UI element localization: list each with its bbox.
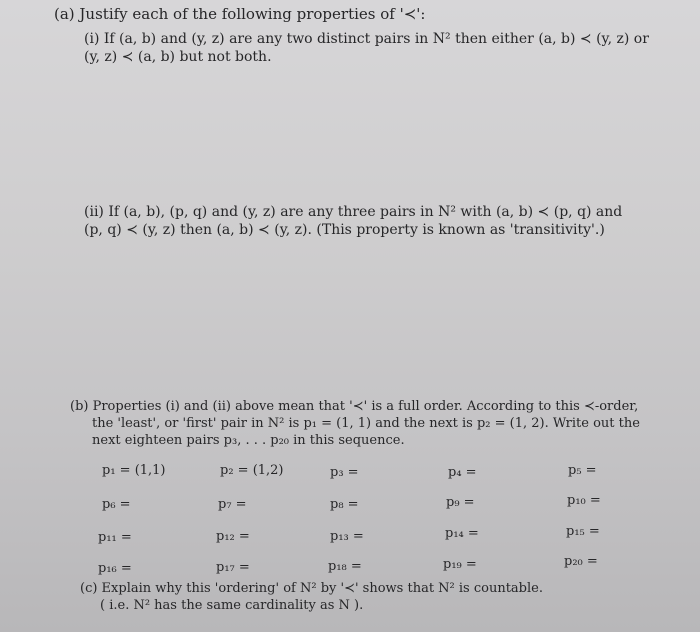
pair-p15: p₁₅ =: [566, 524, 600, 539]
pair-p6: p₆ =: [102, 497, 131, 512]
part-a-ii-line2: (p, q) ≺ (y, z) then (a, b) ≺ (y, z). (This property is known as 'transitivity'.): [84, 222, 605, 238]
pair-p8: p₈ =: [330, 497, 359, 512]
pair-p11: p₁₁ =: [98, 530, 132, 545]
pair-p17: p₁₇ =: [216, 560, 250, 575]
pair-p2: p₂ = (1,2): [220, 463, 284, 478]
part-b-line2: the 'least', or 'first' pair in N² is p₁ = (1, 1) and the next is p₂ = (1, 2). Write out the: [92, 416, 640, 431]
pair-p13: p₁₃ =: [330, 529, 364, 544]
part-b-line1: (b) Properties (i) and (ii) above mean that '≺' is a full order. According to this ≺-order,: [70, 399, 639, 414]
pair-p18: p₁₈ =: [328, 559, 362, 574]
pair-p16: p₁₆ =: [98, 561, 132, 576]
part-a-i-line1: (i) If (a, b) and (y, z) are any two distinct pairs in N² then either (a, b) ≺ (y, z) or: [84, 31, 649, 47]
pair-p9: p₉ =: [446, 495, 475, 510]
pair-p20: p₂₀ =: [564, 554, 598, 569]
pair-p10: p₁₀ =: [567, 493, 601, 508]
pair-p5: p₅ =: [568, 463, 597, 478]
part-b-line3: next eighteen pairs p₃, . . . p₂₀ in this sequence.: [92, 433, 405, 448]
pair-p14: p₁₄ =: [445, 526, 479, 541]
pair-p19: p₁₉ =: [443, 557, 477, 572]
pair-p1: p₁ = (1,1): [102, 463, 166, 478]
part-c-line1: (c) Explain why this 'ordering' of N² by '≺' shows that N² is countable.: [80, 581, 543, 596]
part-a-heading: (a) Justify each of the following properties of '≺':: [54, 5, 426, 23]
pair-p3: p₃ =: [330, 465, 359, 480]
pair-p7: p₇ =: [218, 497, 247, 512]
part-c-line2: ( i.e. N² has the same cardinality as N ).: [100, 598, 364, 613]
pair-p4: p₄ =: [448, 465, 477, 480]
part-a-i-line2: (y, z) ≺ (a, b) but not both.: [84, 49, 272, 65]
pair-p12: p₁₂ =: [216, 529, 250, 544]
part-a-ii-line1: (ii) If (a, b), (p, q) and (y, z) are any three pairs in N² with (a, b) ≺ (p, q) and: [84, 204, 623, 220]
